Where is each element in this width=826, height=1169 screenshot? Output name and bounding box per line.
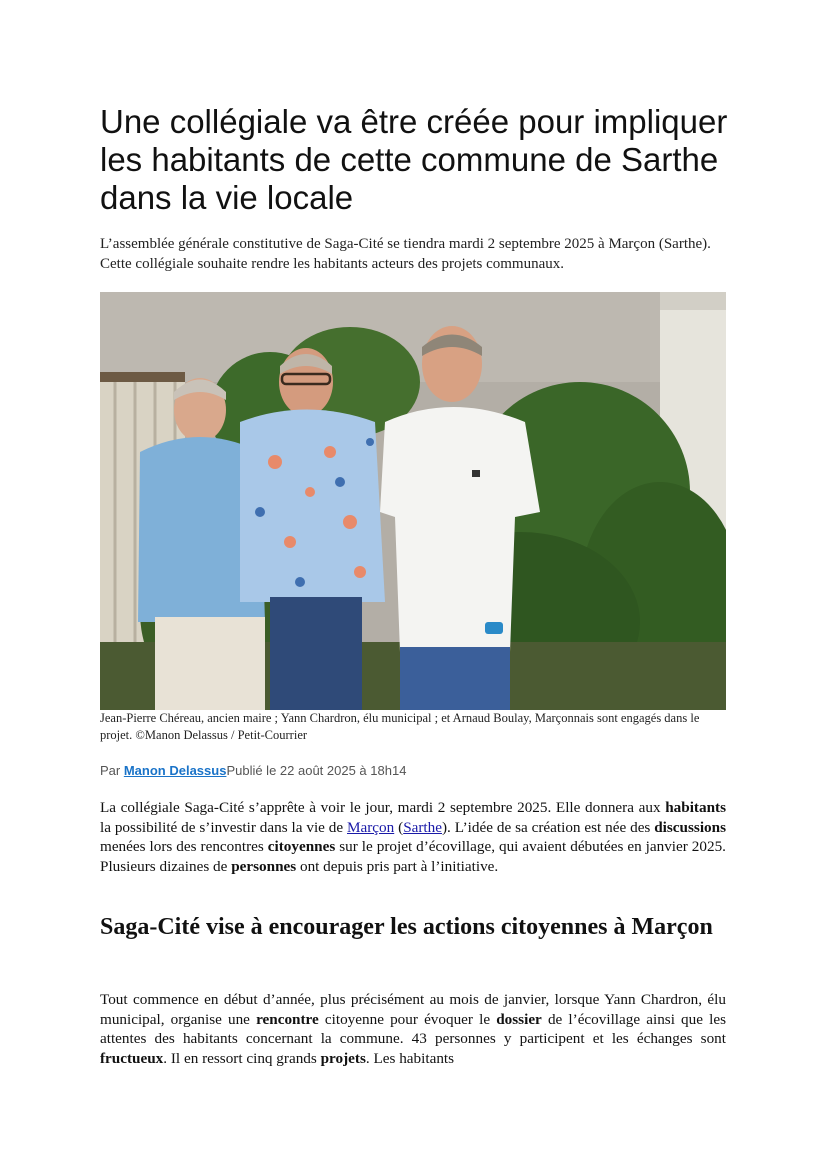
byline-prefix: Par xyxy=(100,763,124,778)
text-span: menées lors des rencontres xyxy=(100,838,268,855)
link-sarthe[interactable]: Sarthe xyxy=(403,818,442,836)
text-span: la possibilité de s’investir dans la vie de xyxy=(100,818,347,836)
bold-term: dossier xyxy=(496,1010,542,1028)
bold-term: citoyennes xyxy=(267,838,336,855)
text-span: ont depuis pris part à l’initiative. xyxy=(296,857,499,875)
bold-term: personnes xyxy=(231,857,297,875)
section-heading: Saga-Cité vise à encourager les actions citoyennes à Marçon xyxy=(100,914,713,940)
text-span: de l’écovillage ainsi que les attentes des habitants concernant la commune. 43 personnes y participent et les échanges sont xyxy=(100,1010,726,1047)
bold-term: projets xyxy=(320,1049,366,1067)
photo-caption: Jean-Pierre Chéreau, ancien maire ; Yann Chardron, élu municipal ; et Arnaud Boulay, Marçonnais sont engagés dans le projet. ©Manon Delassus / Petit-Courrier xyxy=(100,711,700,742)
text-span: ). L’idée de sa création est née des xyxy=(442,818,655,836)
paragraph-1 xyxy=(100,798,726,876)
text-span: ( xyxy=(394,818,404,836)
bold-term: discussions xyxy=(654,818,726,836)
text-span: La collégiale Saga-Cité s’apprête à voir le jour, mardi 2 septembre 2025. Elle donnera aux xyxy=(100,799,666,816)
article-title: Une collégiale va être créée pour impliquer les habitants de cette commune de Sarthe dans la vie locale xyxy=(100,103,728,216)
text-span: . Les habitants xyxy=(365,1049,455,1067)
text-span: . Il en ressort cinq grands xyxy=(163,1049,321,1067)
photo-illustration xyxy=(100,292,726,710)
publish-date: Publié le 22 août 2025 à 18h14 xyxy=(226,763,407,778)
article-photo xyxy=(100,292,726,710)
byline xyxy=(100,762,726,779)
bold-term: rencontre xyxy=(256,1010,319,1028)
text-span: sur le projet d’écovillage, qui avaient débutées en janvier 2025. Plusieurs dizaines de xyxy=(100,838,726,875)
bold-term: fructueux xyxy=(100,1049,164,1067)
article-lead: L’assemblée générale constitutive de Saga-Cité se tiendra mardi 2 septembre 2025 à Marçon (Sarthe). Cette collégiale souhaite rendre les habitants acteurs des projets communaux. xyxy=(100,236,711,272)
text-span: Tout commence en début d’année, plus précisément au mois de janvier, lorsque Yann Chardron, élu municipal, organise une xyxy=(100,991,726,1028)
author-link[interactable]: Manon Delassus xyxy=(123,763,227,778)
paragraph-2 xyxy=(100,990,726,1068)
text-span: citoyenne pour évoquer le xyxy=(318,1010,497,1028)
bold-term: habitants xyxy=(665,799,726,816)
link-marcon[interactable]: Marçon xyxy=(347,818,395,836)
